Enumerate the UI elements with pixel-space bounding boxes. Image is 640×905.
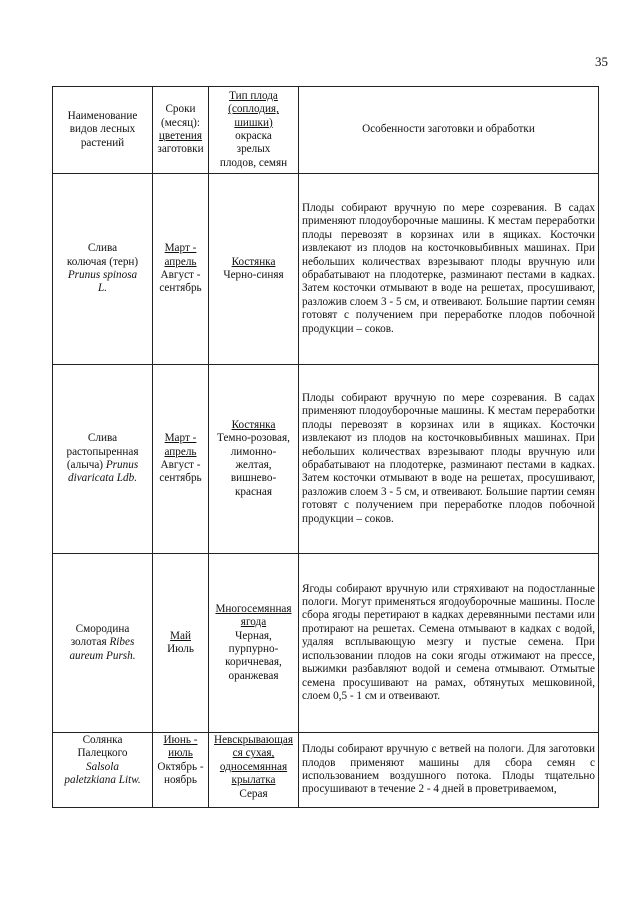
species-name: Слива растопыренная (алыча) Prunus divaricata Ldb.: [53, 365, 153, 554]
species-name: Смородина золотая Ribes aureum Pursh.: [53, 554, 153, 733]
season-cell: Март - апрель Август - сентябрь: [153, 365, 209, 554]
table-header-row: [53, 87, 599, 174]
notes-cell: Ягоды собирают вручную или стряхивают на подостланные пологи. Могут применяться ягодоуборочные машины. После сбора ягоды перетирают в кадках деревянными пестами или протирают на решетах. Семена отмывают в кадках с водой, удаляя всплывающую мезгу и пустые семена. При использовании плодов на соки ягоды отжимают на прессе, выжимки разбавляют водой и семена отмывают. Отмытые семена просушивают на рамах, обтянутых мешковиной, слоем 0,5 - 1 см и отвеивают.: [299, 554, 599, 733]
species-name: Солянка Палецкого Salsola paletzkiana Litw.: [53, 733, 153, 808]
table-row: [53, 554, 599, 733]
header-fruit: Тип плода (соплодия, шишки) окраска зрелых плодов, семян: [209, 87, 299, 174]
species-name: Слива колючая (терн) Prunus spinosa L.: [53, 174, 153, 365]
fruit-cell: Костянка Темно-розовая, лимонно- желтая, вишнево- красная: [209, 365, 299, 554]
page-number: 35: [595, 54, 608, 69]
notes-cell: Плоды собирают вручную с ветвей на пологи. Для заготовки плодов применяют машины для сбора семян с использованием воздушного потока. Плоды тщательно просушивают в течение 2 - 4 дней в проветриваемом,: [299, 733, 599, 808]
table-row: [53, 174, 599, 365]
season-cell: Май Июль: [153, 554, 209, 733]
notes-cell: Плоды собирают вручную по мере созревания. В садах применяют плодоуборочные машины. К местам переработки плоды перевозят в корзинах или в ящиках. Косточки извлекают из плодов на косточковыбивных машинах. При небольших количествах взрезывают плоды вручную или обрабатывают на плодотерке, разминают пестами в кадках. Затем косточки отмывают в воде на решетах, просушивают, разложив слоем 3 - 5 см, и отвеивают. Большие партии семян готовят с получением при переработке плодов побочной продукции – соков.: [299, 174, 599, 365]
fruit-cell: Невскрывающая ся сухая, односемянная крылатка Серая: [209, 733, 299, 808]
table-row: [53, 733, 599, 808]
notes-cell: Плоды собирают вручную по мере созревания. В садах применяют плодоуборочные машины. К местам переработки плоды перевозят в корзинах или в ящиках. Косточки извлекают из плодов на косточковыбивных машинах. При небольших количествах взрезывают плоды вручную или обрабатывают на плодотерке, разминают пестами в кадках. Затем косточки отмывают в воде на решетах, просушивают, разложив слоем 3 - 5 см, и отвеивают. Большие партии семян готовят с получением при переработке плодов побочной продукции – соков.: [299, 365, 599, 554]
season-cell: Июнь - июль Октябрь - ноябрь: [153, 733, 209, 808]
species-table: [52, 86, 599, 808]
season-cell: Март - апрель Август - сентябрь: [153, 174, 209, 365]
header-term: Сроки (месяц): цветения заготовки: [153, 87, 209, 174]
table-row: [53, 365, 599, 554]
fruit-cell: Многосемянная ягода Черная, пурпурно- коричневая, оранжевая: [209, 554, 299, 733]
fruit-cell: Костянка Черно-синяя: [209, 174, 299, 365]
header-notes: Особенности заготовки и обработки: [299, 87, 599, 174]
header-name: Наименование видов лесных растений: [53, 87, 153, 174]
